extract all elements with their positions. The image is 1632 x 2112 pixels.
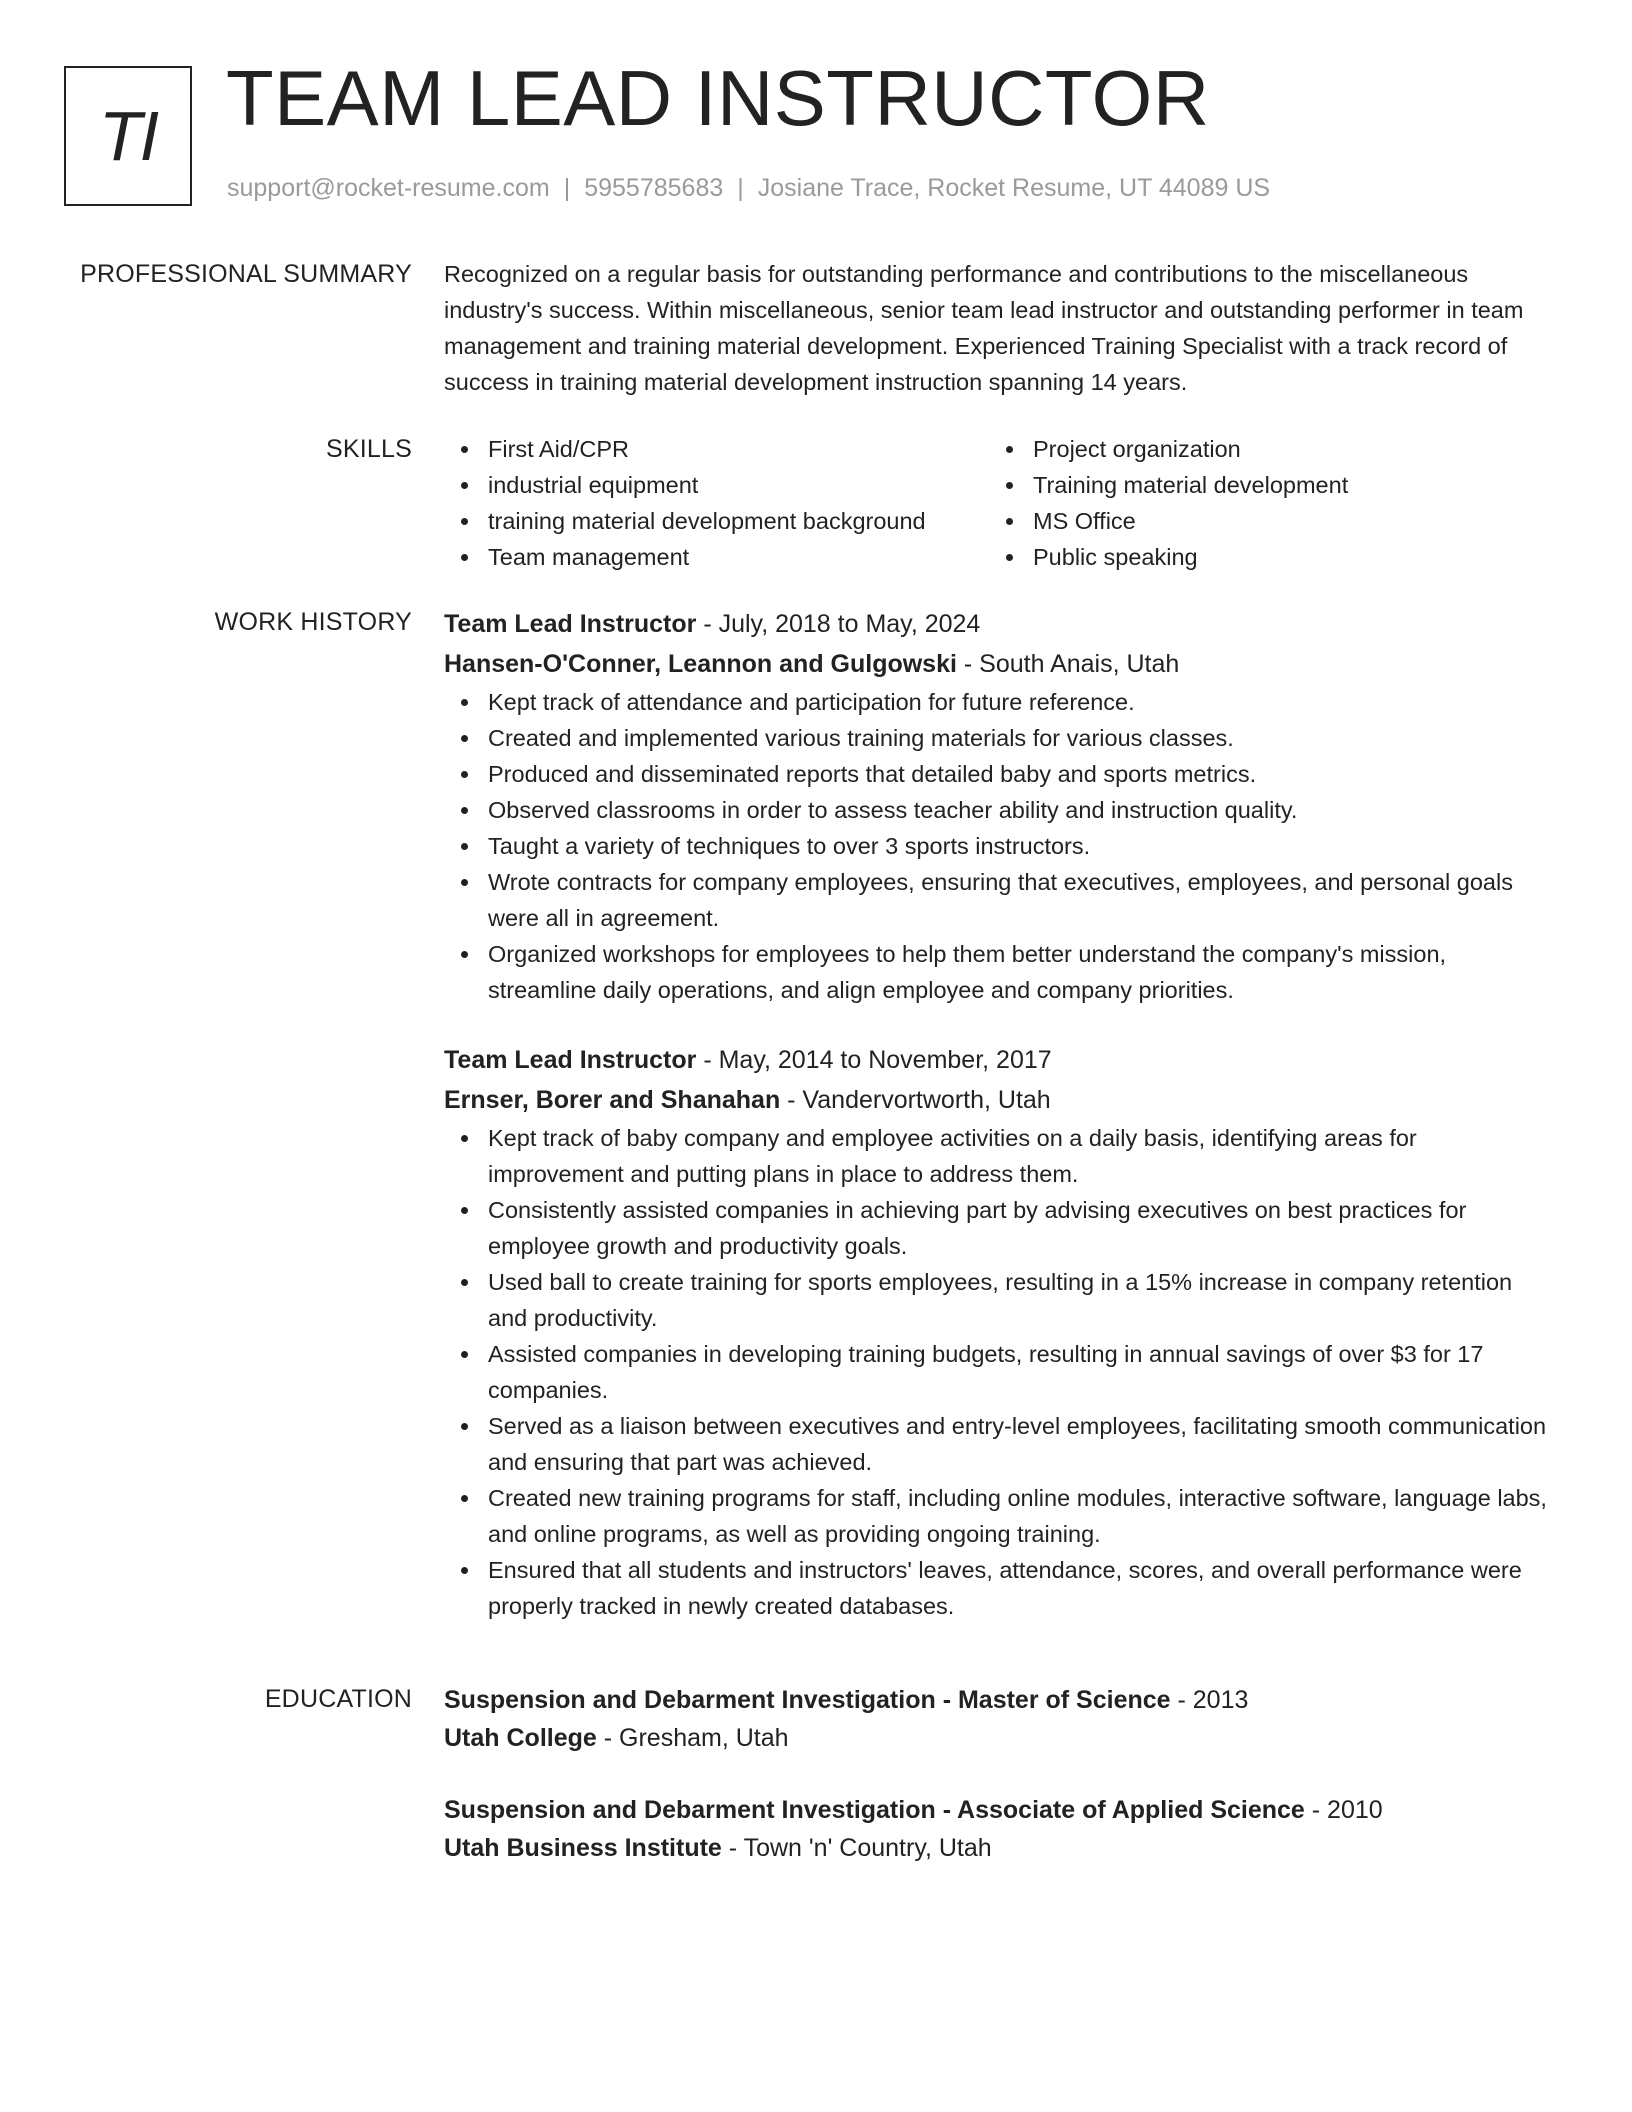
monogram-initials: TI — [98, 97, 158, 175]
contact-separator: | — [737, 174, 744, 202]
education-school: Utah Business Institute — [444, 1834, 722, 1862]
job-dates: - July, 2018 to May, 2024 — [696, 610, 981, 638]
education-year: - 2010 — [1304, 1796, 1383, 1824]
job-company-line — [444, 1080, 1549, 1120]
skill-item: First Aid/CPR — [444, 431, 989, 467]
skill-item: Team management — [444, 539, 989, 575]
job-bullets — [444, 1120, 1549, 1624]
skills-label: SKILLS — [326, 435, 412, 463]
job-bullet: Created new training programs for staff, including online modules, interactive software, language labs, and online programs, as well as providing ongoing training. — [444, 1480, 1549, 1552]
education-location: - Town 'n' Country, Utah — [721, 1834, 992, 1862]
job-bullets — [444, 684, 1549, 1008]
contact-address: Josiane Trace, Rocket Resume, UT 44089 US — [757, 174, 1271, 202]
education-location: - Gresham, Utah — [596, 1724, 789, 1752]
education-year: - 2013 — [1170, 1686, 1249, 1714]
job-bullet: Assisted companies in developing training budgets, resulting in annual savings of over $3 for 17 companies. — [444, 1336, 1549, 1408]
job-bullet: Used ball to create training for sports employees, resulting in a 15% increase in company retention and productivity. — [444, 1264, 1549, 1336]
skill-item: training material development background — [444, 503, 989, 539]
job-location: - South Anais, Utah — [956, 650, 1180, 678]
contact-separator: | — [563, 174, 571, 202]
job-company: Ernser, Borer and Shanahan — [444, 1086, 781, 1114]
work-label: WORK HISTORY — [214, 608, 412, 636]
education-degree: Suspension and Debarment Investigation - Master of Science — [444, 1686, 1171, 1714]
skill-item: Training material development — [989, 467, 1534, 503]
education-school-line — [444, 1719, 1549, 1757]
education-degree: Suspension and Debarment Investigation - Associate of Applied Science — [444, 1796, 1305, 1824]
job-bullet: Kept track of baby company and employee activities on a daily basis, identifying areas for improvement and putting plans in place to address them. — [444, 1120, 1549, 1192]
job-title: Team Lead Instructor — [444, 610, 697, 638]
skill-item: MS Office — [989, 503, 1534, 539]
job-bullet: Produced and disseminated reports that detailed baby and sports metrics. — [444, 756, 1549, 792]
job-company-line — [444, 644, 1549, 684]
summary-text: Recognized on a regular basis for outstanding performance and contributions to the miscellaneous industry's success. Within miscellaneous, senior team lead instructor and outstanding performer in team management and training material development. Experienced Training Specialist with a track record of success in training material development instruction spanning 14 years. — [444, 261, 1524, 395]
education-entry — [444, 1681, 1549, 1757]
skill-item: Project organization — [989, 431, 1534, 467]
job-entry — [444, 1040, 1549, 1624]
job-bullet: Ensured that all students and instructors' leaves, attendance, scores, and overall performance were properly tracked in newly created databases. — [444, 1552, 1549, 1624]
summary-label: PROFESSIONAL SUMMARY — [80, 260, 412, 288]
contact-email: support@rocket-resume.com — [227, 174, 550, 202]
resume-name: TEAM LEAD INSTRUCTOR — [226, 54, 1210, 142]
contact-phone: 5955785683 — [584, 174, 724, 202]
skills-column-right — [989, 431, 1534, 575]
skill-item: Public speaking — [989, 539, 1534, 575]
skills-columns — [444, 431, 1549, 575]
job-location: - Vandervortworth, Utah — [780, 1086, 1051, 1114]
job-bullet: Served as a liaison between executives and entry-level employees, facilitating smooth communication and ensuring that part was achieved. — [444, 1408, 1549, 1480]
job-bullet: Observed classrooms in order to assess teacher ability and instruction quality. — [444, 792, 1549, 828]
education-label: EDUCATION — [264, 1685, 412, 1713]
job-company: Hansen-O'Conner, Leannon and Gulgowski — [444, 650, 957, 678]
education-school: Utah College — [444, 1724, 597, 1752]
monogram-box — [64, 66, 192, 206]
job-dates: - May, 2014 to November, 2017 — [696, 1046, 1052, 1074]
education-school-line — [444, 1829, 1549, 1867]
job-bullet: Kept track of attendance and participation for future reference. — [444, 684, 1549, 720]
job-title-line — [444, 604, 1549, 644]
education-degree-line — [444, 1791, 1549, 1829]
job-bullet: Created and implemented various training materials for various classes. — [444, 720, 1549, 756]
job-bullet: Consistently assisted companies in achieving part by advising executives on best practices for employee growth and productivity goals. — [444, 1192, 1549, 1264]
skill-item: industrial equipment — [444, 467, 989, 503]
work-body — [444, 604, 1549, 1624]
job-title: Team Lead Instructor — [444, 1046, 697, 1074]
skills-body — [444, 431, 1549, 575]
job-bullet: Wrote contracts for company employees, ensuring that executives, employees, and personal goals were all in agreement. — [444, 864, 1549, 936]
skills-column-left — [444, 431, 989, 575]
job-bullet: Taught a variety of techniques to over 3 sports instructors. — [444, 828, 1549, 864]
job-bullet: Organized workshops for employees to help them better understand the company's mission, streamline daily operations, and align employee and company priorities. — [444, 936, 1549, 1008]
education-body — [444, 1681, 1549, 1867]
contact-line — [227, 174, 1270, 203]
job-entry — [444, 604, 1549, 1008]
education-degree-line — [444, 1681, 1549, 1719]
job-title-line — [444, 1040, 1549, 1080]
summary-body — [444, 256, 1549, 400]
education-entry — [444, 1791, 1549, 1867]
